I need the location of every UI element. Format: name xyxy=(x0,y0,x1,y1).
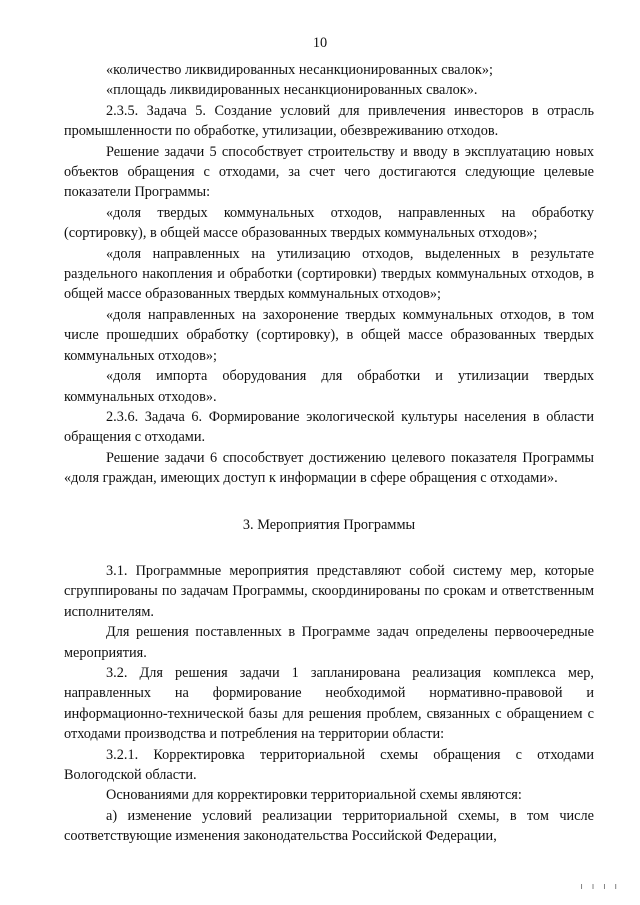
spacer xyxy=(64,489,594,515)
paragraph: Решение задачи 6 способствует достижению целевого показателя Программы «доля граждан, имеющих доступ к информации в сфере обращения с отходами». xyxy=(64,449,594,487)
paragraph: Для решения поставленных в Программе задач определены первоочередные мероприятия. xyxy=(64,624,594,661)
page-number: 10 xyxy=(312,35,328,51)
paragraph: «количество ликвидированных несанкционированных свалок»; xyxy=(106,62,493,78)
paragraph: Решение задачи 5 способствует строительству и вводу в эксплуатацию новых объектов обращения с отходами, за счет чего достигаются следующие целевые показатели Программы: xyxy=(64,143,594,201)
paragraph: 2.3.6. Задача 6. Формирование экологической культуры населения в области обращения с отходами. xyxy=(64,408,594,446)
paragraph: 3.2. Для решения задачи 1 запланирована реализация комплекса мер, направленных на формирование необходимой нормативно-правовой и информационно-технической базы для решения проблем, связанных с обращением с отходами производства и потребления на территории области: xyxy=(64,664,594,743)
paragraph: «площадь ликвидированных несанкционированных свалок». xyxy=(106,82,478,99)
paragraph: а) изменение условий реализации территориальной схемы, в том числе соответствующие изменения законодательства Российской Федерации, xyxy=(64,807,594,845)
paragraph: «доля направленных на утилизацию отходов, выделенных в результате раздельного накопления и обработки (сортировки) твердых коммунальных отходов, в общей массе образованных твердых коммунальных отходов»; xyxy=(64,245,594,303)
scan-marks: ı ı ı ı xyxy=(580,881,620,892)
paragraph: 2.3.5. Задача 5. Создание условий для привлечения инвесторов в отрасль промышленности по обработке, утилизации, обезвреживанию отходов. xyxy=(64,102,594,140)
paragraph: 3.1. Программные мероприятия представляют собой систему мер, которые сгруппированы по задачам Программы, скоординированы по срокам и ответственным исполнителям. xyxy=(64,562,594,620)
paragraph: «доля твердых коммунальных отходов, направленных на обработку (сортировку), в общей массе образованных твердых коммунальных отходов»; xyxy=(64,204,594,242)
paragraph: 3.2.1. Корректировка территориальной схемы обращения с отходами Вологодской области. xyxy=(64,746,594,783)
paragraph: «доля импорта оборудования для обработки и утилизации твердых коммунальных отходов». xyxy=(64,368,594,405)
section-heading: 3. Мероприятия Программы xyxy=(242,516,416,533)
document-body xyxy=(64,60,594,847)
paragraph: Основаниями для корректировки территориальной схемы являются: xyxy=(106,787,522,804)
paragraph: «доля направленных на захоронение твердых коммунальных отходов, в том числе прошедших обработку (сортировку), в общей массе образованных твердых коммунальных отходов»; xyxy=(64,306,594,364)
spacer xyxy=(64,535,594,561)
